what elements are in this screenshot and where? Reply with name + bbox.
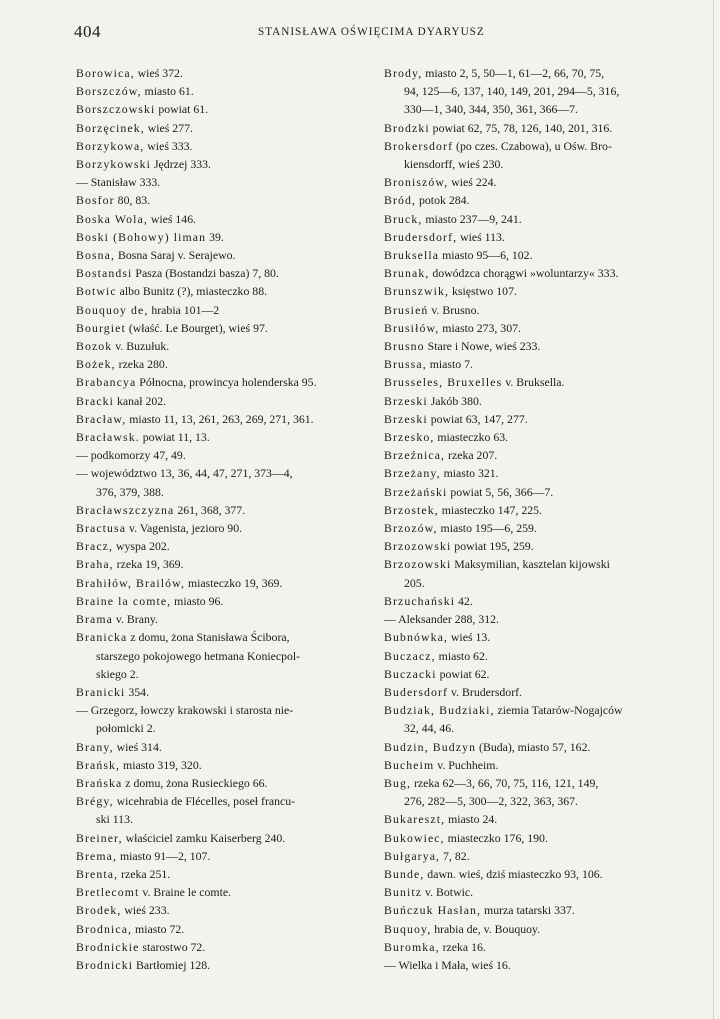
index-entry [384, 865, 686, 883]
index-references: — Stanisław 333. [76, 175, 161, 190]
index-references: v. Brany. [112, 612, 158, 627]
index-entry [76, 173, 372, 191]
index-headword: Brzuchański [384, 593, 456, 608]
index-headword: Buczacz, [384, 648, 436, 663]
index-entry [384, 628, 686, 646]
index-references: skiego 2. [96, 666, 139, 681]
index-references: v. Brudersdorf. [448, 684, 523, 699]
index-references: miasto 237—9, 241. [422, 211, 522, 226]
index-references: powiat 195, 259. [451, 539, 534, 554]
index-headword: Brzeski [384, 411, 428, 426]
index-references: 261, 368, 377. [174, 502, 246, 517]
index-headword: Brégy, [76, 794, 114, 809]
index-headword: Bracław, [76, 411, 127, 426]
index-entry [76, 446, 372, 464]
index-entry [76, 519, 372, 537]
index-entry [384, 701, 686, 719]
index-entry [76, 228, 372, 246]
index-references: 80, 83. [114, 193, 151, 208]
index-references: wieś 333. [144, 138, 193, 153]
index-references: wieś 314. [113, 739, 162, 754]
index-headword: Brodnicki [76, 957, 134, 972]
index-entry [76, 464, 372, 482]
index-references: albo Bunitz (?), miasteczko 88. [116, 284, 268, 299]
index-entry [76, 956, 372, 974]
index-entry [76, 938, 372, 956]
index-entry [76, 501, 372, 519]
index-references: starostwo 72. [139, 939, 206, 954]
index-entry [384, 410, 686, 428]
page-number: 404 [74, 22, 101, 41]
index-references: Północna, prowincya holenderska 95. [136, 375, 317, 390]
index-headword: Brody, [384, 66, 423, 80]
index-headword: Brabancya [76, 375, 137, 390]
index-entry [76, 483, 372, 501]
index-headword: Brudersdorf, [384, 229, 458, 244]
index-entry [76, 137, 372, 155]
running-title: STANISŁAWA OŚWIĘCIMA DYARYUSZ [258, 26, 485, 38]
index-headword: Borzykowa, [76, 138, 145, 153]
index-column-right [384, 64, 686, 974]
index-references: — Wielka i Mała, wieś 16. [384, 957, 511, 972]
index-references: potok 284. [416, 193, 470, 208]
index-references: v. Buzułuk. [112, 339, 170, 354]
index-headword: Bruck, [384, 211, 423, 226]
index-entry [384, 938, 686, 956]
index-references: wieś 372. [134, 66, 183, 80]
index-entry [384, 100, 686, 118]
index-entry [76, 574, 372, 592]
index-references: — Grzegorz, łowczy krakowski i starosta nie- [76, 703, 294, 718]
index-headword: Brzeżański [384, 484, 448, 499]
index-headword: Brodnica, [76, 921, 133, 936]
index-references: rzeka 19, 369. [113, 557, 184, 572]
index-headword: Bubnówka, [384, 630, 448, 645]
index-entry [384, 137, 686, 155]
index-references: Maksymilian, kasztelan kijowski [451, 557, 610, 572]
index-entry [76, 883, 372, 901]
index-entry [76, 319, 372, 337]
index-headword: Brusno [384, 339, 425, 354]
index-references: 276, 282—5, 300—2, 322, 363, 367. [404, 794, 579, 809]
index-headword: Brusiłów, [384, 320, 440, 335]
index-entry [384, 683, 686, 701]
index-headword: Brzostek, [384, 502, 439, 517]
index-entry [384, 392, 686, 410]
index-entry [384, 228, 686, 246]
index-entry [384, 810, 686, 828]
index-references: miasteczko 176, 190. [444, 830, 548, 845]
index-headword: Brunszwik, [384, 284, 450, 299]
index-entry [76, 901, 372, 919]
index-entry [76, 373, 372, 391]
index-headword: Bracki [76, 393, 115, 408]
index-headword: Brańska [76, 775, 123, 790]
index-entry [76, 829, 372, 847]
index-entry [76, 847, 372, 865]
index-references: miasteczko 63. [434, 430, 509, 445]
index-headword: Bosfor [76, 193, 115, 208]
index-headword: Breiner, [76, 830, 123, 845]
index-entry [76, 647, 372, 665]
index-references: 39. [206, 229, 224, 244]
index-headword: Borzykowski [76, 157, 152, 172]
index-references: połomicki 2. [96, 721, 156, 736]
index-headword: Borszczów, [76, 84, 142, 99]
index-entry [76, 756, 372, 774]
index-entry [76, 301, 372, 319]
index-references: rzeka 251. [118, 866, 171, 881]
index-entry [384, 428, 686, 446]
index-headword: Buquoy, [384, 921, 432, 936]
index-entry [384, 847, 686, 865]
index-entry [76, 920, 372, 938]
index-headword: Brussa, [384, 357, 427, 372]
index-entry [384, 792, 686, 810]
index-references: miasto 61. [141, 84, 194, 99]
index-entry [384, 119, 686, 137]
index-references: miasteczko 19, 369. [185, 575, 283, 590]
index-entry [76, 100, 372, 118]
index-headword: Budziak, Budziaki, [384, 703, 495, 718]
index-references: wicehrabia de Flécelles, poseł francu- [113, 794, 296, 809]
index-entry [384, 719, 686, 737]
index-entry [384, 883, 686, 901]
index-entry [384, 610, 686, 628]
index-entry [384, 319, 686, 337]
index-headword: Bunitz [384, 885, 423, 900]
index-references: miasto 62. [435, 648, 488, 663]
index-headword: Brunak, [384, 266, 430, 281]
index-entry [384, 82, 686, 100]
index-entry [384, 574, 686, 592]
index-headword: Bukareszt, [384, 812, 446, 827]
index-headword: Brzozowski [384, 557, 452, 572]
index-entry [76, 610, 372, 628]
index-headword: Borzęcinek, [76, 120, 145, 135]
index-entry [384, 592, 686, 610]
index-entry [384, 373, 686, 391]
index-headword: Boski (Bohowy) liman [76, 229, 207, 244]
index-references: v. Bruksella. [502, 375, 565, 390]
index-references: dowódzca chorągwi »woluntarzy« 333. [429, 266, 619, 281]
index-headword: Broniszów, [384, 175, 449, 190]
index-references: 205. [404, 575, 425, 590]
index-entry [76, 683, 372, 701]
index-entry [384, 464, 686, 482]
index-headword: Brzeżany, [384, 466, 441, 481]
index-references: miasto 273, 307. [439, 320, 521, 335]
index-headword: Brahiłów, Brailów, [76, 575, 186, 590]
index-headword: Buczacki [384, 666, 437, 681]
index-references: powiat 61. [155, 102, 209, 117]
index-entry [384, 956, 686, 974]
index-references: rzeka 16. [439, 939, 486, 954]
index-references: (właść. Le Bourget), wieś 97. [125, 320, 268, 335]
index-references: — podkomorzy 47, 49. [76, 448, 186, 463]
index-headword: Bułgarya, [384, 848, 441, 863]
index-headword: Brzeski [384, 393, 428, 408]
index-entry [76, 628, 372, 646]
index-headword: Buromka, [384, 939, 440, 954]
index-headword: Bracławsk. [76, 430, 140, 445]
index-entry [384, 301, 686, 319]
index-references: — Aleksander 288, 312. [384, 612, 500, 627]
index-headword: Branicka [76, 630, 128, 645]
index-headword: Bretlecomt [76, 885, 140, 900]
index-entry [384, 64, 686, 82]
index-references: miasto 96. [171, 593, 224, 608]
index-references: miasteczko 147, 225. [438, 502, 542, 517]
index-references: Pasza (Bostandzi basza) 7, 80. [132, 266, 279, 281]
index-entry [76, 537, 372, 555]
index-entry [384, 246, 686, 264]
index-entry [76, 592, 372, 610]
index-headword: Boska Wola, [76, 211, 148, 226]
index-references: powiat 5, 56, 366—7. [447, 484, 554, 499]
index-references: v. Braine le comte. [139, 885, 232, 900]
index-headword: Braine la comte, [76, 593, 172, 608]
index-entry [76, 810, 372, 828]
index-references: 376, 379, 388. [96, 484, 164, 499]
index-references: wieś 146. [147, 211, 197, 226]
index-headword: Bracz, [76, 539, 114, 554]
index-headword: Brokersdorf [384, 138, 454, 153]
index-entry [384, 337, 686, 355]
index-entry [76, 701, 372, 719]
index-references: starszego pokojowego hetmana Koniecpol- [96, 648, 301, 663]
index-entry [384, 647, 686, 665]
index-headword: Bukowiec, [384, 830, 445, 845]
index-entry [384, 774, 686, 792]
index-headword: Brzozów, [384, 521, 438, 536]
index-headword: Brzozowski [384, 539, 452, 554]
index-entry [76, 719, 372, 737]
index-references: z domu, żona Rusieckiego 66. [122, 775, 268, 790]
index-entry [384, 210, 686, 228]
index-headword: Bug, [384, 775, 412, 790]
index-references: właściciel zamku Kaiserberg 240. [122, 830, 286, 845]
index-references: Bosna Saraj v. Serajewo. [115, 248, 236, 263]
index-headword: Bractusa [76, 521, 127, 536]
index-headword: Bosna, [76, 248, 116, 263]
index-headword: Brzesko, [384, 430, 435, 445]
index-headword: Buńczuk Hasłan, [384, 903, 482, 918]
index-references: kanał 202. [114, 393, 167, 408]
index-entry [384, 519, 686, 537]
index-headword: Borowica, [76, 66, 135, 80]
index-references: 32, 44, 46. [404, 721, 455, 736]
index-references: powiat 62. [436, 666, 490, 681]
index-references: miasto 24. [445, 812, 498, 827]
index-headword: Braha, [76, 557, 114, 572]
index-entry [384, 920, 686, 938]
index-references: Jędrzej 333. [151, 157, 211, 172]
index-references: v. Puchheim. [434, 757, 499, 772]
index-references: 42. [455, 593, 473, 608]
index-references: powiat 11, 13. [139, 430, 210, 445]
index-references: miasto 91—2, 107. [117, 848, 211, 863]
index-entry [76, 428, 372, 446]
index-references: miasto 11, 13, 261, 263, 269, 271, 361. [126, 411, 314, 426]
index-references: powiat 63, 147, 277. [427, 411, 528, 426]
index-entry [76, 774, 372, 792]
index-headword: Brema, [76, 848, 117, 863]
index-entry [76, 865, 372, 883]
index-entry [384, 191, 686, 209]
index-entry [76, 337, 372, 355]
index-entry [76, 264, 372, 282]
index-entry [76, 191, 372, 209]
index-references: rzeka 207. [445, 448, 498, 463]
index-entry [76, 738, 372, 756]
index-headword: Brzeźnica, [384, 448, 446, 463]
index-headword: Brodzki [384, 120, 430, 135]
index-references: murza tatarski 337. [481, 903, 575, 918]
index-entry [384, 665, 686, 683]
index-entry [76, 282, 372, 300]
index-references: 354. [125, 684, 150, 699]
page-edge-rule [713, 0, 716, 1019]
index-references: wyspa 202. [113, 539, 170, 554]
index-entry [384, 756, 686, 774]
index-headword: Brodek, [76, 903, 122, 918]
index-entry [76, 155, 372, 173]
index-references: miasto 95—6, 102. [439, 248, 533, 263]
index-entry [76, 210, 372, 228]
index-headword: Brany, [76, 739, 114, 754]
index-entry [384, 264, 686, 282]
index-entry [76, 392, 372, 410]
index-headword: Bourgiet [76, 320, 126, 335]
index-headword: Budersdorf [384, 684, 449, 699]
index-entry [384, 738, 686, 756]
index-references: z domu, żona Stanisława Ścibora, [127, 630, 290, 645]
index-references: v. Botwic. [422, 885, 474, 900]
index-headword: Brama [76, 612, 113, 627]
index-entry [384, 555, 686, 573]
index-references: hrabia de, v. Bouquoy. [431, 921, 541, 936]
index-references: miasto 7. [426, 357, 473, 372]
index-references: wieś 233. [121, 903, 170, 918]
index-entry [76, 82, 372, 100]
index-headword: Brodnickie [76, 939, 140, 954]
index-headword: Bozok [76, 339, 113, 354]
index-entry [76, 119, 372, 137]
index-entry [76, 355, 372, 373]
index-entry [76, 64, 372, 82]
index-references: — województwo 13, 36, 44, 47, 271, 373—4, [76, 466, 293, 481]
index-headword: Bożek, [76, 357, 116, 372]
index-headword: Brusseles, Bruxelles [384, 375, 503, 390]
index-references: miasto 321. [440, 466, 499, 481]
index-references: v. Vagenista, jezioro 90. [126, 521, 243, 536]
index-headword: Brańsk, [76, 757, 121, 772]
index-entry [76, 410, 372, 428]
index-references: (po czes. Czabowa), u Ośw. Bro- [453, 138, 612, 153]
index-references: hrabia 101—2 [148, 302, 220, 317]
index-entry [76, 665, 372, 683]
index-entry [384, 829, 686, 847]
index-headword: Brusień [384, 302, 429, 317]
index-references: wieś 113. [457, 229, 505, 244]
index-entry [384, 173, 686, 191]
index-references: dawn. wieś, dziś miasteczko 93, 106. [424, 866, 603, 881]
index-references: miasto 2, 5, 50—1, 61—2, 66, 70, 75, [422, 66, 605, 80]
page-header [74, 14, 686, 42]
index-references: (Buda), miasto 57, 162. [476, 739, 591, 754]
index-entry [384, 446, 686, 464]
index-references: rzeka 62—3, 66, 70, 75, 116, 121, 149, [411, 775, 599, 790]
index-headword: Borszczowski [76, 102, 156, 117]
index-column-left [76, 64, 372, 974]
index-entry [76, 246, 372, 264]
index-headword: Budzin, Budzyn [384, 739, 477, 754]
index-headword: Brenta, [76, 866, 119, 881]
index-references: ski 113. [96, 812, 133, 827]
index-references: 330—1, 340, 344, 350, 361, 366—7. [404, 102, 579, 117]
index-references: księstwo 107. [449, 284, 517, 299]
index-references: miasto 319, 320. [120, 757, 202, 772]
index-headword: Bouquoy de, [76, 302, 149, 317]
index-entry [384, 155, 686, 173]
index-references: kiensdorff, wieś 230. [404, 157, 504, 172]
index-references: powiat 62, 75, 78, 126, 140, 201, 316. [429, 120, 613, 135]
index-references: rzeka 280. [115, 357, 168, 372]
index-headword: Bracławszczyzna [76, 502, 175, 517]
index-references: wieś 13. [447, 630, 491, 645]
index-headword: Branicki [76, 684, 126, 699]
index-references: 94, 125—6, 137, 140, 149, 201, 294—5, 316, [404, 84, 620, 99]
index-entry [384, 901, 686, 919]
index-entry [384, 483, 686, 501]
index-references: Stare i Nowe, wieś 233. [424, 339, 541, 354]
index-entry [384, 501, 686, 519]
index-headword: Bruksella [384, 248, 440, 263]
index-references: ziemia Tatarów-Nogajców [494, 703, 623, 718]
index-entry [76, 555, 372, 573]
index-references: wieś 277. [144, 120, 193, 135]
index-headword: Bucheim [384, 757, 435, 772]
index-headword: Bostandsi [76, 266, 133, 281]
index-references: miasto 72. [132, 921, 185, 936]
index-headword: Botwic [76, 284, 117, 299]
index-references: miasto 195—6, 259. [437, 521, 537, 536]
index-references: wieś 224. [448, 175, 497, 190]
index-references: Jakób 380. [427, 393, 482, 408]
index-headword: Bród, [384, 193, 417, 208]
index-references: 7, 82. [440, 848, 470, 863]
index-entry [384, 282, 686, 300]
index-references: Bartłomiej 128. [133, 957, 211, 972]
index-entry [384, 355, 686, 373]
index-entry [76, 792, 372, 810]
index-headword: Bunde, [384, 866, 425, 881]
index-entry [384, 537, 686, 555]
index-references: v. Brusno. [428, 302, 480, 317]
